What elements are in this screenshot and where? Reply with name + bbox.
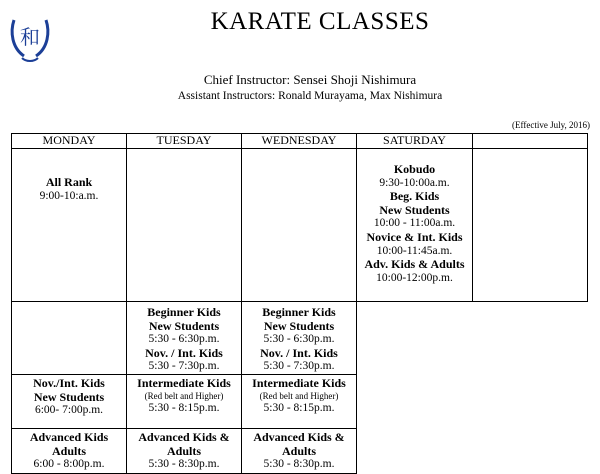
effective-date: (Effective July, 2016) xyxy=(512,120,590,130)
class-time: 5:30 - 7:30p.m. xyxy=(148,360,220,373)
wednesday-evening-cell-2 xyxy=(241,374,357,429)
monday-morning-cell xyxy=(11,148,127,302)
day-header-empty xyxy=(472,133,588,149)
class-name: Adults xyxy=(166,443,201,458)
class-name: Adults xyxy=(281,443,316,458)
class-time: 9:00-10:a.m. xyxy=(39,189,99,202)
tuesday-evening-cell-1 xyxy=(126,301,242,375)
class-name: Beginner Kids xyxy=(262,305,336,319)
class-name: Intermediate Kids xyxy=(137,376,231,390)
class-time: 5:30 - 8:15p.m. xyxy=(148,401,220,414)
class-name: All Rank xyxy=(45,175,93,189)
class-time: 10:00 - 11:00a.m. xyxy=(373,217,456,230)
class-time: 10:00-11:45a.m. xyxy=(376,244,453,257)
class-name: Advanced Kids & xyxy=(253,430,345,444)
class-name: New Students xyxy=(33,389,105,404)
class-time: 10:00-12:00p.m. xyxy=(376,271,453,284)
class-name: Beg. Kids xyxy=(389,189,440,204)
class-time: 9:30-10:00a.m. xyxy=(379,176,450,189)
page-title: KARATE CLASSES xyxy=(210,8,430,35)
class-name: Kobudo xyxy=(393,162,436,176)
class-name: Nov. / Int. Kids xyxy=(145,345,223,360)
class-time: 5:30 - 8:15p.m. xyxy=(263,401,335,414)
class-name: Novice & Int. Kids xyxy=(366,229,463,244)
class-note: (Red belt and Higher) xyxy=(259,390,339,401)
monday-evening-cell-1 xyxy=(11,301,127,375)
class-name: New Students xyxy=(148,318,220,333)
class-name: Advanced Kids & xyxy=(138,430,230,444)
saturday-morning-cell xyxy=(356,148,473,302)
tuesday-morning-cell xyxy=(126,148,242,302)
day-header-monday: MONDAY xyxy=(11,133,127,149)
tuesday-evening-cell-2 xyxy=(126,374,242,429)
class-name: Adv. Kids & Adults xyxy=(364,257,465,272)
class-time: 5:30 - 7:30p.m. xyxy=(263,360,335,373)
day-header-saturday: SATURDAY xyxy=(356,133,473,149)
class-time: 6:00 - 8:00p.m. xyxy=(33,458,105,471)
assistant-instructors: Assistant Instructors: Ronald Murayama, Max Nishimura xyxy=(177,90,443,102)
class-name: Advanced Kids xyxy=(29,430,109,444)
logo-glyph: 和 xyxy=(20,25,40,49)
class-name: New Students xyxy=(379,202,450,217)
wednesday-morning-cell xyxy=(241,148,357,302)
class-name: Beginner Kids xyxy=(147,305,221,319)
class-note: (Red belt and Higher) xyxy=(144,390,224,401)
class-name: Adults xyxy=(51,443,86,458)
monday-evening-cell-3 xyxy=(11,428,127,474)
day-header-tuesday: TUESDAY xyxy=(126,133,242,149)
class-time: 5:30 - 6:30p.m. xyxy=(263,333,335,346)
class-name: New Students xyxy=(263,318,335,333)
day-header-wednesday: WEDNESDAY xyxy=(241,133,357,149)
wednesday-evening-cell-1 xyxy=(241,301,357,375)
class-time: 5:30 - 8:30p.m. xyxy=(263,458,335,471)
chief-instructor: Chief Instructor: Sensei Shoji Nishimura xyxy=(203,72,417,87)
monday-evening-cell-2 xyxy=(11,374,127,429)
tuesday-evening-cell-3 xyxy=(126,428,242,474)
empty-morning-cell xyxy=(472,148,588,302)
wednesday-evening-cell-3 xyxy=(241,428,357,474)
class-time: 6:00- 7:00p.m. xyxy=(34,404,104,417)
class-name: Intermediate Kids xyxy=(252,376,346,390)
class-time: 5:30 - 6:30p.m. xyxy=(148,333,220,346)
class-name: Nov. / Int. Kids xyxy=(260,345,338,360)
class-name: Nov./Int. Kids xyxy=(33,376,105,390)
class-time: 5:30 - 8:30p.m. xyxy=(148,458,220,471)
